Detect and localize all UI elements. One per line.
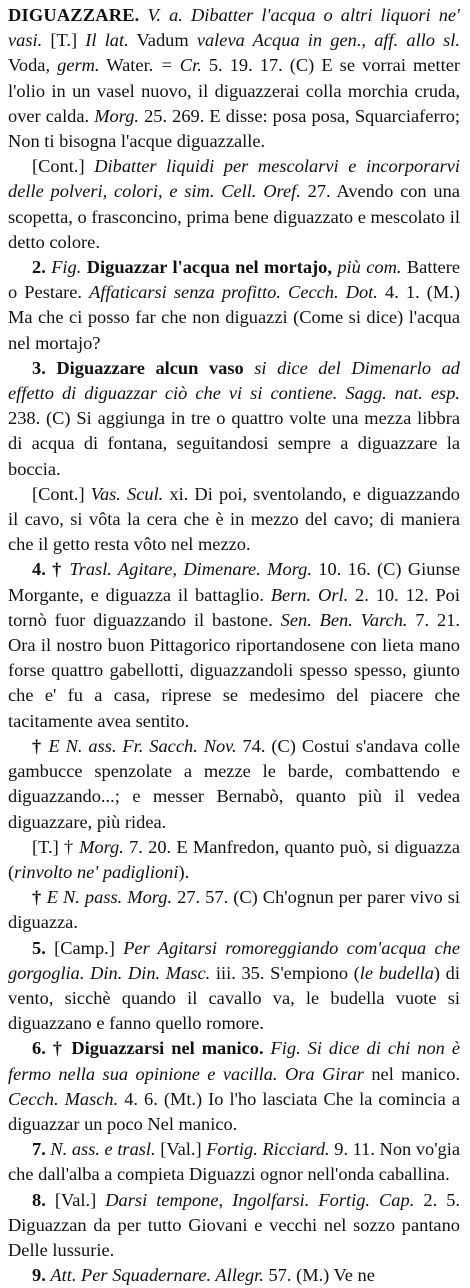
text-run: Dibatter liquidi per mescolarvi e incorporarvi delle polveri, colori, e sim. Cell. Oref. — [8, 156, 460, 202]
text-run: 4. 6. (Mt.) Io l'ho lasciata Che la comincia a diguazzar un poco Nel manico. — [8, 1088, 460, 1134]
entry-paragraph-p7 — [8, 835, 460, 885]
text-run: Cecch. Masch. — [8, 1088, 119, 1109]
text-run: xi. Di poi, sventolando, e diguazzando il cavo, si vôta la cera che è in mezzo del cavo; di maniera che il getto resta vôto nel mezzo. — [8, 483, 460, 555]
text-run: † — [32, 735, 49, 756]
text-run: 7. — [32, 1139, 51, 1160]
entry-paragraph-p11 — [8, 1137, 460, 1187]
text-run: Diguazzar l'acqua nel mortajo, — [81, 257, 332, 278]
entry-paragraph-p0 — [8, 3, 460, 154]
text-run: 27. Avendo con una scopetta, o frasconcino, prima bene diguazzato e mescolato il detto colore. — [8, 181, 460, 252]
entry-paragraph-p4 — [8, 482, 460, 558]
text-run: 25. 269. E disse: posa posa, Squarciaferro; Non ti bisogna l'acque diguazzalle. — [8, 105, 460, 152]
text-run: [Val.] — [155, 1139, 207, 1160]
text-run: E N. pass. Morg. — [46, 887, 173, 908]
text-run: Darsi tempone, Ingolfarsi. Fortig. Cap. — [105, 1189, 415, 1210]
text-run: valeva Acqua in gen., aff. allo sl. — [196, 30, 461, 51]
text-run: Battere o Pestare. — [8, 257, 460, 303]
text-run: DIGUAZZARE. — [8, 5, 140, 25]
text-run: Trasl. Agitare, Dimenare. Morg. — [69, 559, 312, 580]
text-run: [Cont.] — [32, 156, 95, 177]
text-run: 8. — [32, 1189, 55, 1210]
text-run: Vas. Scul. — [90, 483, 164, 504]
entry-paragraph-p10 — [8, 1036, 460, 1137]
text-run: 2. 5. Diguazzan da per tutto Giovani e vecchi nel sozzo pantano Delle lussurie. — [8, 1189, 461, 1260]
entry-paragraph-p6 — [8, 734, 460, 835]
entry-paragraph-p5 — [8, 557, 460, 733]
text-run: ) di vento, sicchè quando il cavallo va, le budella vuote si diguazzano e fanno quello romore. — [8, 962, 460, 1034]
text-run: 238. (C) Si aggiunga in tre o quattro volte una mezza libbra di acqua di fontana, seguitandosi sempre a diguazzare la boccia. — [8, 408, 460, 479]
text-run: ). — [178, 861, 190, 882]
text-run: † — [32, 887, 47, 908]
text-run: Voda, — [8, 55, 58, 76]
text-run: 74. (C) Costui s'andava colle gambucce spenzolate a mezze le barde, combattendo e diguazzando...; e messer Bernabò, quanto più il vedea diguazzare, più ridea. — [8, 735, 461, 832]
entry-paragraph-p1 — [8, 154, 460, 255]
text-run: Affaticarsi senza profitto. Cecch. Dot. — [89, 282, 378, 303]
entry-paragraph-p8 — [8, 885, 460, 935]
text-run: 4. 1. (M.) Ma che ci posso far che non diguazzi (Come si dice) l'acqua nel mortajo? — [8, 282, 461, 353]
text-run: [T.] — [42, 30, 86, 51]
text-run: Vadum — [128, 30, 197, 51]
entry-paragraph-p13 — [8, 1263, 460, 1288]
text-run: Per Agitarsi romoreggiando com'acqua che gorgoglia. Din. Din. Masc. — [8, 937, 461, 983]
text-run: le budella — [359, 962, 434, 983]
text-run: nel manico. — [363, 1063, 460, 1084]
entry-paragraph-p12 — [8, 1188, 460, 1264]
text-run: Att. Per Squadernare. Allegr. — [50, 1265, 264, 1286]
text-run: Morg. — [79, 836, 124, 857]
text-run: 7. 21. Ora il nostro buon Pittagorico riportandosene con lieta mano forse quattro gabellotti, diguazzandoli spesso spesso, giunto che e' fu a casa, riprese se medesimo del piacere che tacitamente avea sentito. — [8, 609, 460, 731]
text-run: [T.] † — [32, 836, 80, 857]
dictionary-entry-diguazzare — [8, 3, 460, 1288]
text-run: Bern. Orl. — [270, 584, 349, 605]
text-run: [Val.] — [54, 1189, 106, 1210]
text-run: 2. 10. 12. Poi tornò fuor diguazzando il bastone. — [8, 584, 460, 630]
text-run: 5. 19. 17. (C) E se vorrai metter l'olio in un vasel nuovo, il diguazzerai colla morchia cruda, over calda. — [8, 55, 460, 126]
text-run: [Cont.] — [32, 483, 91, 504]
text-run: 2. — [32, 257, 52, 278]
text-run: Fortig. Ricciard. — [206, 1139, 330, 1160]
text-run: più com. — [331, 257, 402, 278]
text-run: 3. Diguazzare alcun vaso — [32, 357, 244, 378]
text-run: 27. 57. (C) Ch'ognun per parer vivo si diguazza. — [8, 887, 460, 933]
text-run: 57. (M.) Ve ne — [263, 1265, 375, 1286]
text-run: 9. — [32, 1265, 51, 1286]
text-run: Fig. Si dice di chi non è fermo nella sua opinione e vacilla. Ora Girar — [8, 1038, 460, 1084]
text-run: si dice del Dimenarlo ad effetto di diguazzar ciò che vi si contiene. Sagg. nat. esp. — [8, 357, 460, 404]
text-run: germ. — [57, 55, 100, 76]
text-run: Il lat. — [85, 30, 129, 51]
text-run: 5. — [32, 937, 55, 958]
text-run: [Camp.] — [54, 937, 124, 958]
text-run: E N. ass. Fr. Sacch. Nov. — [48, 735, 237, 756]
text-run: 9. 11. Non vo'gia che dall'alba a compieta Diguazzi ognor nell'onda caballina. — [8, 1139, 460, 1185]
text-run: V. a. — [139, 5, 191, 25]
text-run: rinvolto ne' padiglioni — [14, 861, 179, 882]
text-run: 10. 16. (C) Giunse Morgante, e diguazza il battaglio. — [8, 559, 460, 605]
text-run: Sen. Ben. Varch. — [280, 609, 408, 630]
text-run: Dibatter l'acqua o altri liquori ne' vasi. — [8, 5, 460, 51]
entry-paragraph-p3 — [8, 356, 460, 482]
text-run: 4. † — [32, 559, 70, 580]
text-run: iii. 35. S'empiono ( — [210, 962, 360, 983]
text-run: Morg. — [94, 105, 140, 126]
text-run: 7. 20. E Manfredon, quanto può, si diguazza ( — [8, 836, 461, 882]
text-run: Water. — [99, 55, 161, 76]
entry-paragraph-p9 — [8, 936, 460, 1037]
entry-paragraph-p2 — [8, 255, 460, 356]
text-run: Fig. — [51, 257, 82, 278]
text-run: = Cr. — [160, 55, 202, 76]
text-run: 6. † Diguazzarsi nel manico. — [32, 1038, 264, 1059]
text-run: N. ass. e trasl. — [50, 1139, 156, 1160]
